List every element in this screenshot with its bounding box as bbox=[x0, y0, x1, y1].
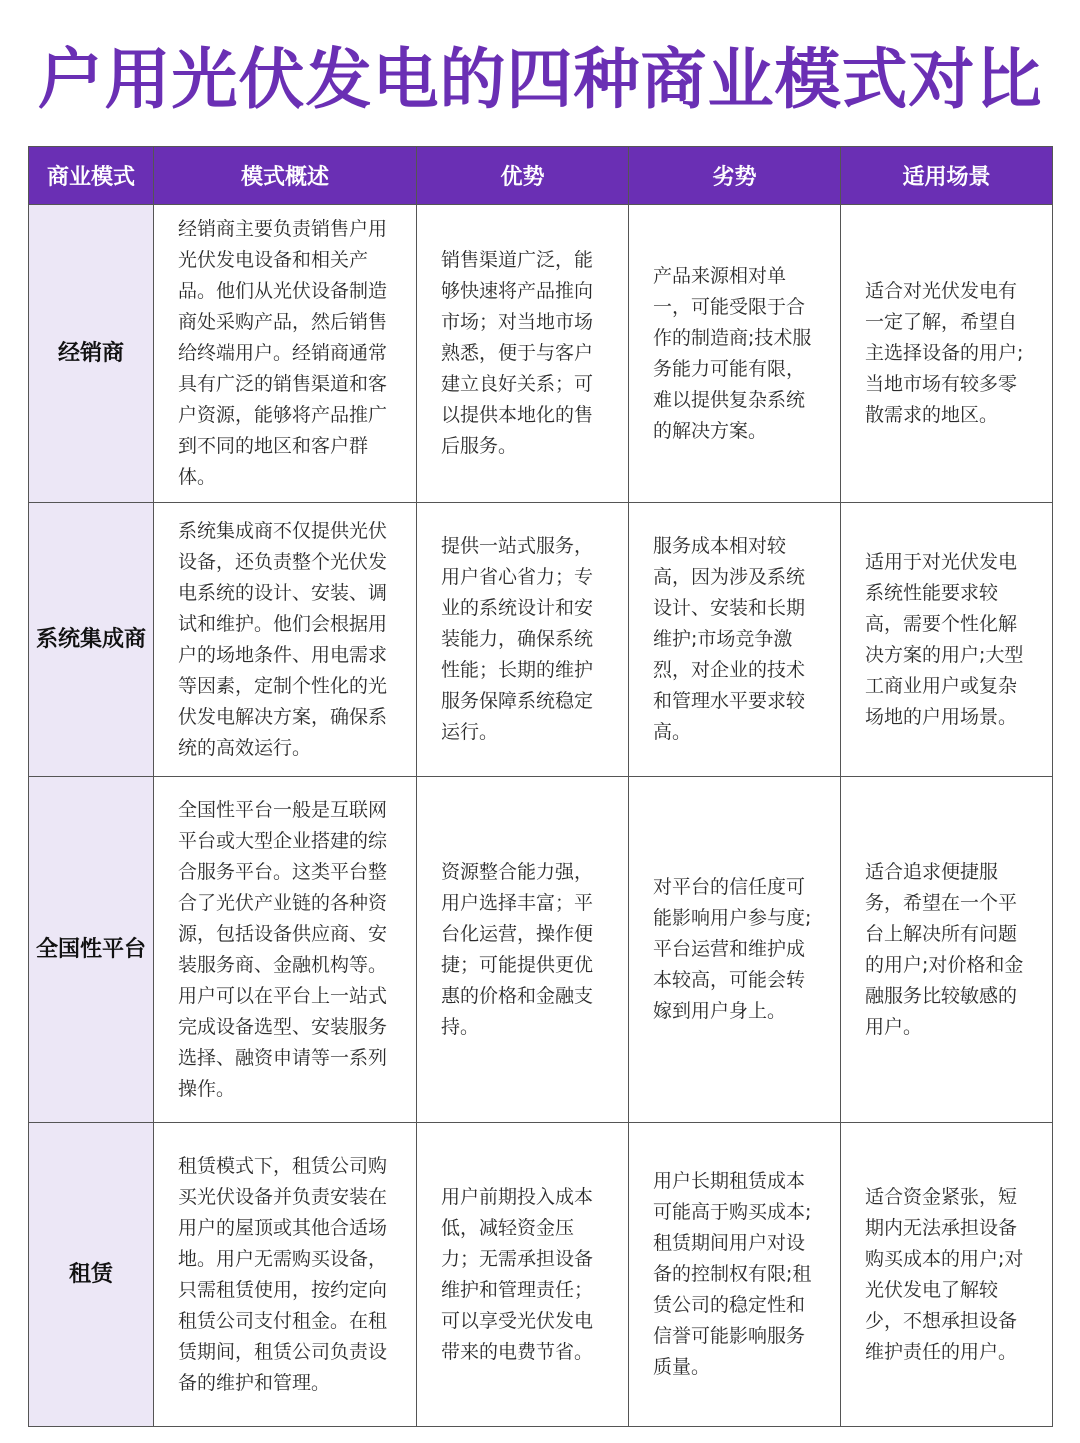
header-overview: 模式概述 bbox=[154, 147, 417, 205]
advantages-cell: 用户前期投入成本低，减轻资金压力；无需承担设备维护和管理责任；可以享受光伏发电带来的电费节省。 bbox=[417, 1123, 629, 1427]
header-scenarios: 适用场景 bbox=[841, 147, 1053, 205]
comparison-table bbox=[28, 146, 1053, 1427]
table-row bbox=[29, 503, 1053, 777]
overview-cell: 全国性平台一般是互联网平台或大型企业搭建的综合服务平台。这类平台整合了光伏产业链的各种资源，包括设备供应商、安装服务商、金融机构等。用户可以在平台上一站式完成设备选型、安装服务选择、融资申请等一系列操作。 bbox=[154, 777, 417, 1123]
header-mode: 商业模式 bbox=[29, 147, 154, 205]
advantages-cell: 销售渠道广泛，能够快速将产品推向市场；对当地市场熟悉，便于与客户建立良好关系；可以提供本地化的售后服务。 bbox=[417, 205, 629, 503]
scenarios-cell: 适合追求便捷服务，希望在一个平台上解决所有问题的用户;对价格和金融服务比较敏感的用户。 bbox=[841, 777, 1053, 1123]
overview-cell: 系统集成商不仅提供光伏设备，还负责整个光伏发电系统的设计、安装、调试和维护。他们会根据用户的场地条件、用电需求等因素，定制个性化的光伏发电解决方案，确保系统的高效运行。 bbox=[154, 503, 417, 777]
scenarios-cell: 适合资金紧张，短期内无法承担设备购买成本的用户;对光伏发电了解较少，不想承担设备维护责任的用户。 bbox=[841, 1123, 1053, 1427]
table-row bbox=[29, 205, 1053, 503]
scenarios-cell: 适用于对光伏发电系统性能要求较高，需要个性化解决方案的用户;大型工商业用户或复杂场地的户用场景。 bbox=[841, 503, 1053, 777]
disadvantages-cell: 产品来源相对单一，可能受限于合作的制造商;技术服务能力可能有限，难以提供复杂系统的解决方案。 bbox=[629, 205, 841, 503]
disadvantages-cell: 对平台的信任度可能影响用户参与度;平台运营和维护成本较高，可能会转嫁到用户身上。 bbox=[629, 777, 841, 1123]
table-row bbox=[29, 1123, 1053, 1427]
advantages-cell: 提供一站式服务，用户省心省力；专业的系统设计和安装能力，确保系统性能；长期的维护服务保障系统稳定运行。 bbox=[417, 503, 629, 777]
mode-cell: 系统集成商 bbox=[29, 503, 154, 777]
disadvantages-cell: 服务成本相对较高，因为涉及系统设计、安装和长期维护;市场竞争激烈，对企业的技术和管理水平要求较高。 bbox=[629, 503, 841, 777]
scenarios-cell: 适合对光伏发电有一定了解，希望自主选择设备的用户;当地市场有较多零散需求的地区。 bbox=[841, 205, 1053, 503]
mode-cell: 经销商 bbox=[29, 205, 154, 503]
advantages-cell: 资源整合能力强，用户选择丰富；平台化运营，操作便捷；可能提供更优惠的价格和金融支持。 bbox=[417, 777, 629, 1123]
mode-cell: 租赁 bbox=[29, 1123, 154, 1427]
table-header-row bbox=[29, 147, 1053, 205]
disadvantages-cell: 用户长期租赁成本可能高于购买成本;租赁期间用户对设备的控制权有限;租赁公司的稳定性和信誉可能影响服务质量。 bbox=[629, 1123, 841, 1427]
header-advantages: 优势 bbox=[417, 147, 629, 205]
overview-cell: 租赁模式下，租赁公司购买光伏设备并负责安装在用户的屋顶或其他合适场地。用户无需购买设备，只需租赁使用，按约定向租赁公司支付租金。在租赁期间，租赁公司负责设备的维护和管理。 bbox=[154, 1123, 417, 1427]
overview-cell: 经销商主要负责销售户用光伏发电设备和相关产品。他们从光伏设备制造商处采购产品，然后销售给终端用户。经销商通常具有广泛的销售渠道和客户资源，能够将产品推广到不同的地区和客户群体。 bbox=[154, 205, 417, 503]
header-disadvantages: 劣势 bbox=[629, 147, 841, 205]
page-title: 户用光伏发电的四种商业模式对比 bbox=[37, 41, 1043, 118]
table-row bbox=[29, 777, 1053, 1123]
mode-cell: 全国性平台 bbox=[29, 777, 154, 1123]
